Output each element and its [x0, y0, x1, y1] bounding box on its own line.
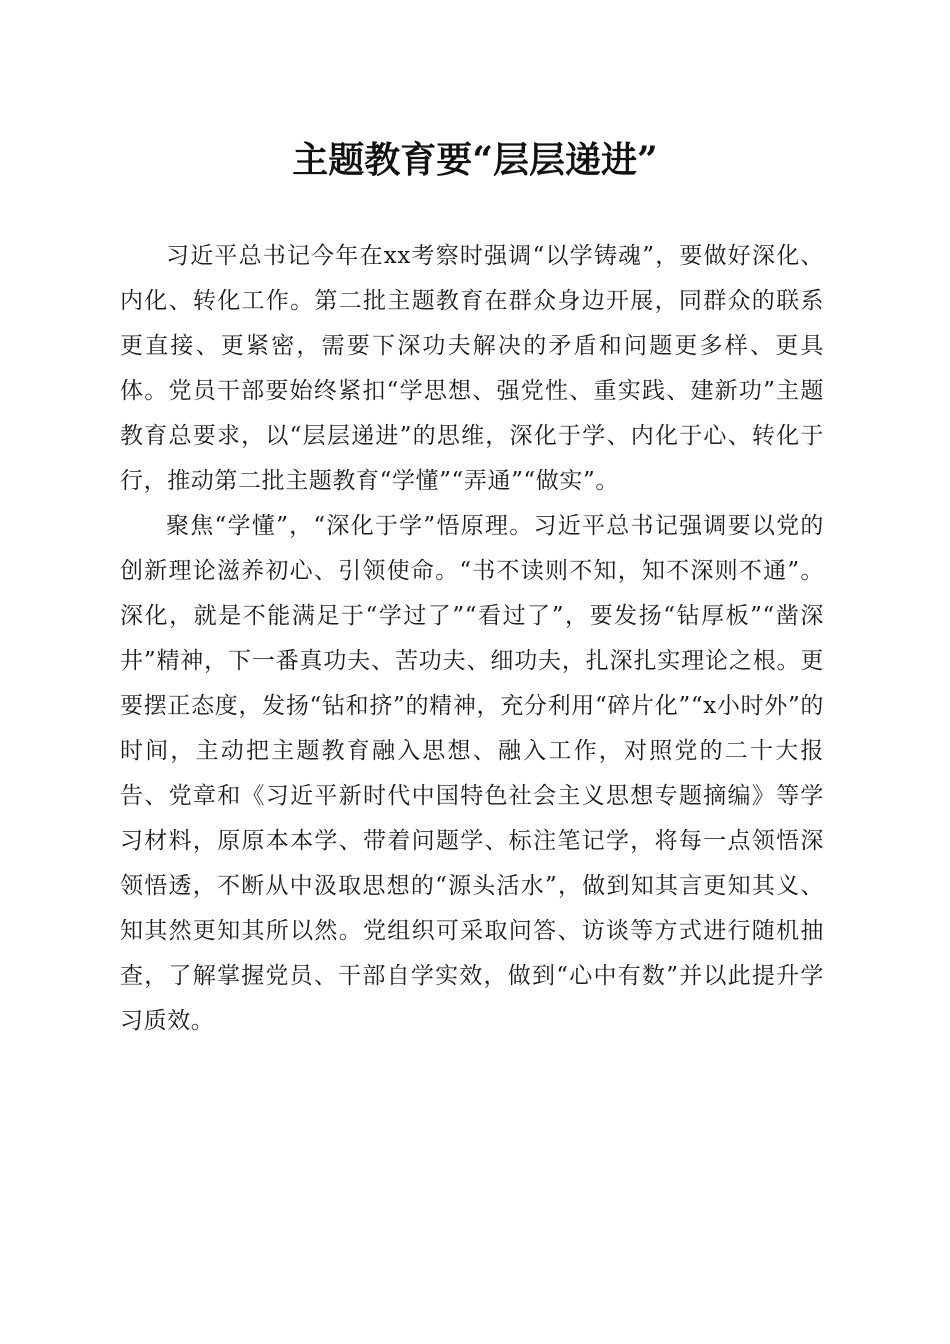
document-body	[120, 234, 824, 1044]
document-title: 主题教育要“层层递进”	[292, 139, 658, 181]
paragraph-intro: 习近平总书记今年在xx考察时强调“以学铸魂”，要做好深化、内化、转化工作。第二批主题教育在群众身边开展，同群众的联系更直接、更紧密，需要下深功夫解决的矛盾和问题更多样、更具体。党员干部要始终紧扣“学思想、强党性、重实践、建新功”主题教育总要求，以“层层递进”的思维，深化于学、内化于心、转化于行，推动第二批主题教育“学懂”“弄通”“做实”。	[120, 243, 824, 494]
paragraph-xuedong: 聚焦“学懂”，“深化于学”悟原理。习近平总书记强调要以党的创新理论滋养初心、引领使命。“书不读则不知，知不深则不通”。深化，就是不能满足于“学过了”“看过了”，要发扬“钻厚板”“凿深井”精神，下一番真功夫、苦功夫、细功夫，扎深扎实理论之根。更要摆正态度，发扬“钻和挤”的精神，充分利用“碎片化”“x小时外”的时间，主动把主题教育融入思想、融入工作，对照党的二十大报告、党章和《习近平新时代中国特色社会主义思想专题摘编》等学习材料，原原本本学、带着问题学、标注笔记学，将每一点领悟深领悟透，不断从中汲取思想的“源头活水”，做到知其言更知其义、知其然更知其所以然。党组织可采取问答、访谈等方式进行随机抽查，了解掌握党员、干部自学实效，做到“心中有数”并以此提升学习质效。	[120, 513, 824, 1034]
